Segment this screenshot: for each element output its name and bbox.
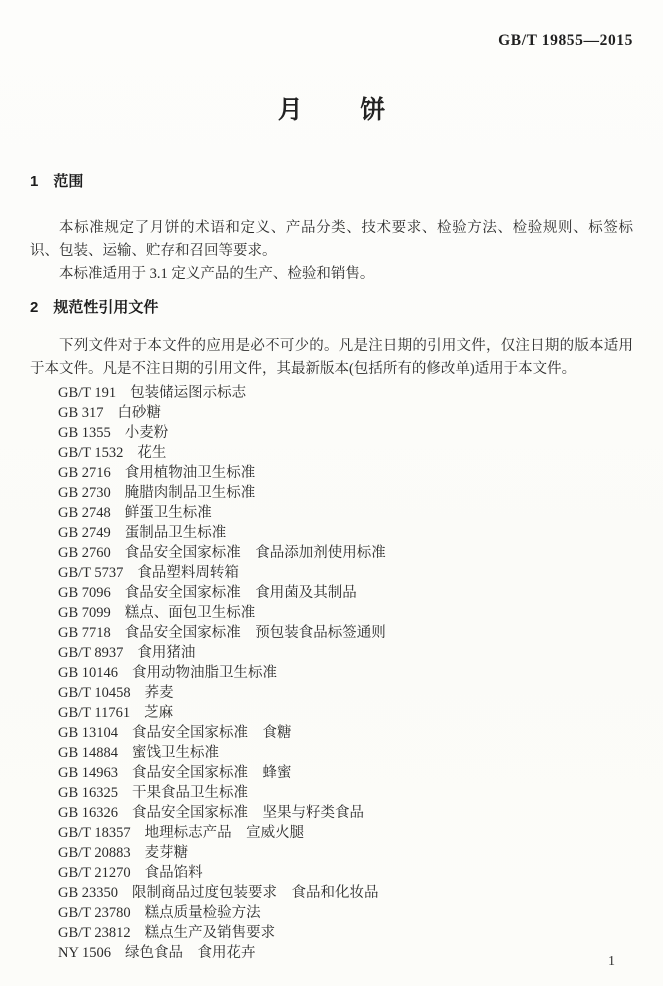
section-1-heading bbox=[30, 172, 633, 191]
section-1-paragraph-1: 本标准规定了月饼的术语和定义、产品分类、技术要求、检验方法、检验规则、标签标识、包装、运输、贮存和召回等要求。 bbox=[30, 220, 633, 259]
reference-item bbox=[30, 763, 633, 783]
reference-code: GB 317 bbox=[58, 405, 104, 421]
reference-title: 食品安全国家标准 食糖 bbox=[132, 725, 292, 741]
reference-item bbox=[30, 383, 633, 403]
reference-title: 干果食品卫生标准 bbox=[132, 785, 249, 801]
reference-title: 食品安全国家标准 坚果与籽类食品 bbox=[132, 805, 365, 821]
reference-item bbox=[30, 823, 633, 843]
reference-code: NY 1506 bbox=[58, 945, 112, 961]
reference-code: GB 2760 bbox=[58, 545, 111, 561]
reference-title: 蜜饯卫生标准 bbox=[132, 745, 220, 761]
reference-code: GB/T 10458 bbox=[58, 685, 131, 701]
reference-item bbox=[30, 483, 633, 503]
page-number: 1 bbox=[608, 954, 615, 969]
reference-item bbox=[30, 603, 633, 623]
reference-code: GB/T 21270 bbox=[58, 865, 131, 881]
reference-title: 蛋制品卫生标准 bbox=[124, 525, 227, 541]
reference-item bbox=[30, 543, 633, 563]
reference-title: 花生 bbox=[137, 445, 167, 461]
reference-code: GB 7096 bbox=[58, 585, 111, 601]
reference-item bbox=[30, 883, 633, 903]
reference-code: GB/T 18357 bbox=[58, 825, 131, 841]
reference-code: GB/T 20883 bbox=[58, 845, 131, 861]
reference-title: 地理标志产品 宣威火腿 bbox=[144, 825, 305, 841]
standard-code: GB/T 19855—2015 bbox=[498, 32, 633, 49]
reference-item bbox=[30, 423, 633, 443]
reference-title: 限制商品过度包装要求 食品和化妆品 bbox=[132, 885, 379, 901]
section-2-paragraph-1: 下列文件对于本文件的应用是必不可少的。凡是注日期的引用文件，仅注日期的版本适用于本文件。凡是不注日期的引用文件，其最新版本(包括所有的修改单)适用于本文件。 bbox=[30, 338, 633, 377]
section-1-number: 1 bbox=[30, 173, 39, 190]
section-1-title: 范围 bbox=[53, 173, 84, 190]
reference-title: 绿色食品 食用花卉 bbox=[125, 945, 256, 961]
reference-title: 荞麦 bbox=[144, 685, 174, 701]
reference-code: GB/T 11761 bbox=[58, 705, 131, 721]
reference-title: 糕点生产及销售要求 bbox=[144, 925, 276, 941]
reference-code: GB 2730 bbox=[58, 485, 111, 501]
reference-code: GB 13104 bbox=[58, 725, 119, 741]
reference-code: GB/T 191 bbox=[58, 385, 117, 401]
reference-item bbox=[30, 843, 633, 863]
reference-title: 鲜蛋卫生标准 bbox=[124, 505, 212, 521]
reference-item bbox=[30, 623, 633, 643]
reference-code: GB 14884 bbox=[58, 745, 119, 761]
reference-code: GB 7718 bbox=[58, 625, 111, 641]
reference-title: 食用猪油 bbox=[137, 645, 196, 661]
reference-title: 糕点质量检验方法 bbox=[144, 905, 261, 921]
reference-code: GB 1355 bbox=[58, 425, 111, 441]
reference-item bbox=[30, 683, 633, 703]
reference-title: 食用植物油卫生标准 bbox=[124, 465, 256, 481]
reference-title: 腌腊肉制品卫生标准 bbox=[124, 485, 256, 501]
reference-item bbox=[30, 443, 633, 463]
reference-item bbox=[30, 943, 633, 963]
reference-item bbox=[30, 743, 633, 763]
reference-code: GB 10146 bbox=[58, 665, 119, 681]
reference-title: 芝麻 bbox=[144, 705, 174, 721]
reference-item bbox=[30, 723, 633, 743]
reference-code: GB/T 23812 bbox=[58, 925, 131, 941]
reference-item bbox=[30, 503, 633, 523]
reference-title: 食用动物油脂卫生标准 bbox=[132, 665, 278, 681]
reference-code: GB 23350 bbox=[58, 885, 119, 901]
reference-code: GB 16326 bbox=[58, 805, 119, 821]
reference-item bbox=[30, 703, 633, 723]
reference-list bbox=[30, 383, 633, 963]
reference-title: 糕点、面包卫生标准 bbox=[124, 605, 256, 621]
reference-item bbox=[30, 463, 633, 483]
reference-item bbox=[30, 523, 633, 543]
reference-code: GB 7099 bbox=[58, 605, 111, 621]
reference-title: 食品安全国家标准 食用菌及其制品 bbox=[124, 585, 357, 601]
document-title: 月饼 bbox=[277, 97, 443, 124]
reference-title: 白砂糖 bbox=[117, 405, 162, 421]
section-2-heading bbox=[30, 298, 633, 317]
reference-item bbox=[30, 783, 633, 803]
reference-item bbox=[30, 803, 633, 823]
reference-title: 食品塑料周转箱 bbox=[137, 565, 239, 581]
reference-item bbox=[30, 643, 633, 663]
reference-item bbox=[30, 583, 633, 603]
reference-item bbox=[30, 663, 633, 683]
section-2-number: 2 bbox=[30, 299, 39, 316]
reference-item bbox=[30, 403, 633, 423]
reference-title: 食品馅料 bbox=[144, 865, 203, 881]
reference-item bbox=[30, 563, 633, 583]
reference-title: 小麦粉 bbox=[124, 425, 169, 441]
reference-code: GB 16325 bbox=[58, 785, 119, 801]
reference-item bbox=[30, 923, 633, 943]
section-2-title: 规范性引用文件 bbox=[53, 299, 159, 316]
reference-title: 食品安全国家标准 预包装食品标签通则 bbox=[124, 625, 386, 641]
reference-title: 食品安全国家标准 食品添加剂使用标准 bbox=[124, 545, 386, 561]
reference-title: 食品安全国家标准 蜂蜜 bbox=[132, 765, 292, 781]
reference-title: 包装储运图示标志 bbox=[130, 385, 247, 401]
reference-item bbox=[30, 863, 633, 883]
reference-item bbox=[30, 903, 633, 923]
reference-code: GB 2749 bbox=[58, 525, 111, 541]
reference-code: GB/T 5737 bbox=[58, 565, 124, 581]
reference-code: GB/T 1532 bbox=[58, 445, 124, 461]
reference-code: GB 14963 bbox=[58, 765, 119, 781]
reference-code: GB 2748 bbox=[58, 505, 111, 521]
reference-code: GB/T 23780 bbox=[58, 905, 131, 921]
reference-code: GB 2716 bbox=[58, 465, 111, 481]
section-1-paragraph-2: 本标准适用于 3.1 定义产品的生产、检验和销售。 bbox=[59, 266, 375, 282]
reference-code: GB/T 8937 bbox=[58, 645, 124, 661]
reference-title: 麦芽糖 bbox=[144, 845, 189, 861]
